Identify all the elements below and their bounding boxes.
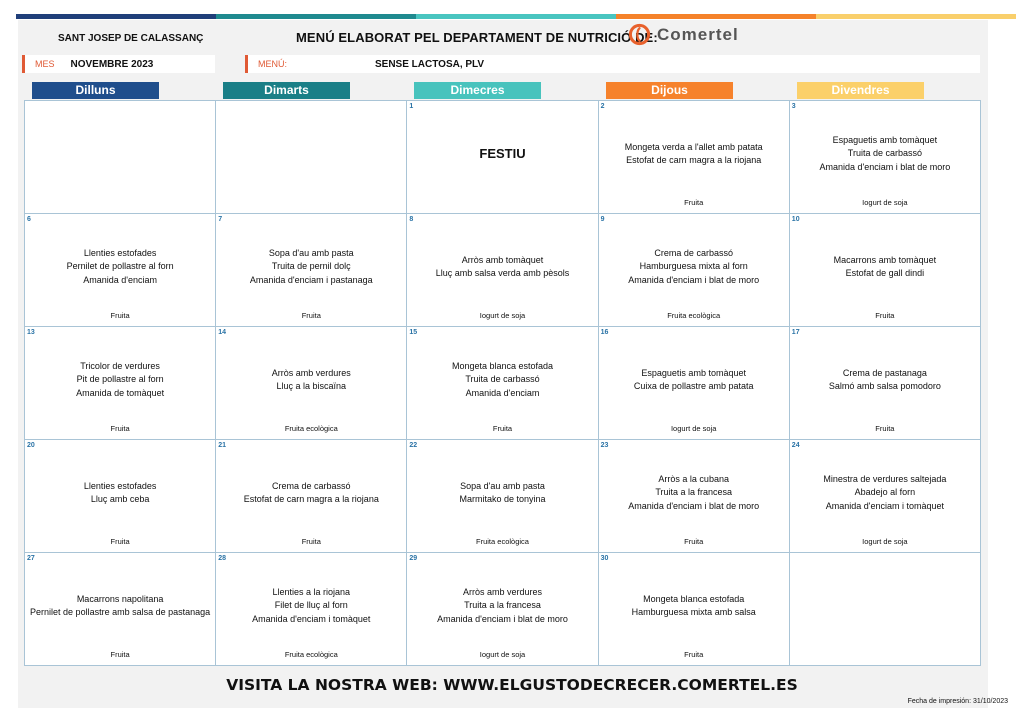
day-number: 24 [791, 442, 800, 449]
dish-item: Salmó amb salsa pomodoro [828, 381, 941, 391]
day-number: 16 [600, 329, 609, 336]
month-label: MES [35, 59, 55, 69]
top-bar-segment [416, 14, 616, 19]
day-number: 28 [218, 555, 226, 562]
day-cell [790, 214, 981, 327]
top-bar-segment [216, 14, 416, 19]
top-bar-segment [616, 14, 816, 19]
dessert-item: Fruita ecològica [284, 424, 338, 433]
dish-list [599, 121, 789, 187]
dish-item: Arròs amb tomàquet [461, 254, 544, 265]
dish-item: Sopa d'au amb pasta [268, 247, 354, 258]
day-number: 23 [600, 442, 609, 449]
top-bar-segment [16, 14, 216, 19]
menu-type-label: MENÚ: [258, 59, 287, 69]
weekday-dimarts: Dimarts [223, 82, 350, 99]
dessert-item: Fruita [301, 537, 321, 546]
day-number: 14 [218, 329, 226, 336]
day-cell [407, 214, 598, 327]
day-cell [407, 440, 598, 553]
day-cell [216, 440, 407, 553]
day-cell [790, 440, 981, 553]
day-number: 9 [600, 216, 605, 223]
dish-item: Espaguetis amb tomàquet [641, 367, 746, 378]
day-cell [407, 553, 598, 666]
dish-item: Llenties estofades [83, 480, 157, 491]
dish-item: Amanida d'enciam i blat de moro [819, 161, 951, 172]
dish-item: Pit de pollastre al forn [76, 374, 164, 385]
dish-item: Llenties estofades [83, 247, 157, 258]
dish-list [599, 573, 789, 639]
dish-item: Amanida d'enciam i blat de moro [437, 613, 568, 624]
dish-item: Arròs a la cubana [658, 473, 729, 484]
holiday-label: FESTIU [479, 146, 526, 161]
dish-item: Crema de carbassó [654, 247, 733, 258]
dessert-item: Fruita ecològica [667, 311, 721, 320]
dish-item: Arròs amb verdures [271, 367, 351, 378]
dish-item: Mongeta blanca estofada [451, 360, 554, 371]
day-number: 1 [409, 103, 414, 110]
dessert-item: Iogurt de soja [862, 198, 908, 207]
day-number: 21 [218, 442, 226, 449]
day-cell [599, 553, 790, 666]
dessert-item: Fruita [684, 537, 704, 546]
top-color-bar [16, 14, 1016, 19]
dish-list [599, 347, 789, 413]
dish-list [407, 234, 597, 300]
dish-list [25, 460, 215, 526]
day-cell [25, 101, 216, 214]
dish-list [25, 121, 215, 187]
dish-item: Estofat de carn magra a la riojana [626, 155, 762, 165]
dessert-item: Fruita [684, 650, 704, 659]
dish-list [216, 121, 406, 187]
dish-item: Truita de carbassó [465, 374, 540, 385]
dish-item: Truita a la francesa [655, 487, 733, 498]
dish-item: Truita de carbassó [847, 148, 922, 159]
day-cell [25, 553, 216, 666]
comertel-logo-icon [628, 23, 651, 46]
weekday-dijous: Dijous [606, 82, 733, 99]
dish-list [790, 347, 980, 413]
day-cell [599, 327, 790, 440]
menu-calendar-grid [24, 100, 981, 666]
dish-list [407, 347, 597, 413]
dish-item: Macarrons napolitana [76, 593, 164, 604]
dish-list [216, 347, 406, 413]
dessert-item: Iogurt de soja [670, 424, 717, 433]
day-number: 30 [600, 555, 609, 562]
day-number: 10 [791, 216, 800, 223]
dessert-item: Fruita [684, 198, 704, 207]
dish-item: Cuixa de pollastre amb patata [633, 381, 754, 391]
dish-item: Lluç amb salsa verda amb pèsols [435, 268, 570, 278]
dish-item: Amanida d'enciam i blat de moro [628, 500, 760, 511]
dish-item: Crema de pastanaga [842, 367, 927, 378]
dish-item: Truita a la francesa [464, 600, 541, 611]
dessert-item: Fruita ecològica [284, 650, 338, 659]
dessert-item: Iogurt de soja [479, 311, 526, 320]
day-cell [790, 327, 981, 440]
day-cell [25, 440, 216, 553]
dish-item: Amanida de tomàquet [76, 387, 165, 398]
dessert-item: Iogurt de soja [479, 650, 526, 659]
dish-item: Tricolor de verdures [80, 360, 160, 371]
print-date: Fecha de impresión: 31/10/2023 [907, 698, 1008, 705]
weekday-header [24, 82, 980, 99]
day-cell [216, 214, 407, 327]
dish-item: Amanida d'enciam i blat de moro [628, 274, 760, 285]
dessert-item: Iogurt de soja [862, 537, 908, 546]
weekday-dimecres: Dimecres [414, 82, 541, 99]
day-cell [216, 101, 407, 214]
dish-list [25, 573, 215, 639]
dish-item: Arròs amb verdures [462, 586, 542, 597]
day-cell [599, 440, 790, 553]
day-number: 6 [27, 216, 31, 223]
dessert-item: Fruita [110, 650, 130, 659]
day-number: 13 [27, 329, 35, 336]
dish-item: Sopa d'au amb pasta [460, 480, 545, 491]
weekday-divendres: Divendres [797, 82, 924, 99]
day-number: 15 [409, 329, 418, 336]
dish-item: Truita de pernil dolç [271, 261, 351, 272]
dish-item: Mongeta blanca estofada [643, 593, 745, 604]
day-number: 7 [218, 216, 223, 223]
dish-list [216, 234, 406, 300]
day-number: 29 [409, 555, 418, 562]
dish-item: Pernilet de pollastre al forn [66, 261, 174, 272]
dish-item: Filet de lluç al forn [274, 600, 348, 611]
dish-item: Lluç amb ceba [90, 494, 150, 504]
dessert-item: Fruita [110, 537, 130, 546]
dessert-item: Fruita [301, 311, 321, 320]
day-number: 3 [791, 103, 796, 110]
dessert-item: Fruita ecològica [476, 537, 529, 546]
website-footer: VISITA LA NOSTRA WEB: WWW.ELGUSTODECRECER.COMERTEL.ES [226, 676, 798, 694]
dish-list [216, 573, 406, 639]
dish-item: Amanida d'enciam i pastanaga [249, 274, 373, 285]
dessert-item: Fruita [875, 311, 895, 320]
dish-item: Amanida d'enciam [465, 387, 540, 398]
dish-item: Amanida d'enciam i tomàquet [825, 500, 945, 511]
menu-type-field [245, 55, 980, 73]
dish-item: Lluç a la biscaïna [276, 381, 347, 391]
day-cell [790, 101, 981, 214]
dish-item: Macarrons amb tomàquet [833, 254, 937, 265]
day-cell [599, 214, 790, 327]
dish-item: Hamburguesa mixta amb salsa [631, 607, 756, 617]
menu-type-value: SENSE LACTOSA, PLV [375, 58, 485, 70]
dish-item: Amanida d'enciam i tomàquet [252, 613, 371, 624]
dessert-item: Fruita [875, 424, 895, 433]
dish-item: Amanida d'enciam [83, 274, 157, 285]
dish-item: Llenties a la riojana [272, 586, 351, 597]
dish-item: Abadejo al forn [854, 487, 916, 498]
day-number: 2 [600, 103, 605, 110]
day-cell [790, 553, 981, 666]
dish-list [599, 460, 789, 526]
day-cell [216, 327, 407, 440]
page-title: MENÚ ELABORAT PEL DEPARTAMENT DE NUTRICIÓ DE: [296, 30, 658, 45]
dish-list [25, 347, 215, 413]
day-cell [25, 214, 216, 327]
day-cell [407, 101, 598, 214]
day-cell [599, 101, 790, 214]
school-name: SANT JOSEP DE CALASSANÇ [58, 33, 204, 44]
dish-item: Hamburguesa mixta al forn [639, 261, 748, 272]
dish-item: Mongeta verda a l'allet amb patata [624, 141, 763, 152]
dish-item: Crema de carbassó [272, 480, 351, 491]
month-value: NOVEMBRE 2023 [70, 58, 154, 70]
top-bar-segment [816, 14, 1016, 19]
dish-item: Estofat de carn magra a la riojana [243, 494, 379, 504]
dish-list [407, 121, 597, 187]
dish-list [790, 460, 980, 526]
dish-item: Marmitako de tonyina [459, 494, 546, 504]
dish-item: Pernilet de pollastre amb salsa de pastanaga [30, 607, 211, 617]
dessert-item: Fruita [110, 424, 130, 433]
month-field [22, 55, 215, 73]
day-number: 27 [27, 555, 35, 562]
dish-item: Estofat de gall dindi [845, 268, 925, 278]
day-number: 22 [409, 442, 418, 449]
dessert-item: Fruita [492, 424, 513, 433]
dish-list [25, 234, 215, 300]
day-number: 20 [27, 442, 35, 449]
day-number: 17 [791, 329, 800, 336]
logo-text: Comertel [657, 24, 739, 44]
dish-list [407, 460, 597, 526]
dish-list [790, 121, 980, 187]
comertel-logo [628, 23, 739, 46]
dessert-item: Fruita [110, 311, 130, 320]
dish-list [599, 234, 789, 300]
dish-list [216, 460, 406, 526]
dish-item: Minestra de verdures saltejada [823, 473, 947, 484]
weekday-dilluns: Dilluns [32, 82, 159, 99]
dish-list [407, 573, 597, 639]
dish-list [790, 234, 980, 300]
dish-list [790, 573, 980, 639]
day-number: 8 [409, 216, 414, 223]
day-cell [216, 553, 407, 666]
day-cell [25, 327, 216, 440]
dish-item: Espaguetis amb tomàquet [832, 134, 938, 145]
day-cell [407, 327, 598, 440]
